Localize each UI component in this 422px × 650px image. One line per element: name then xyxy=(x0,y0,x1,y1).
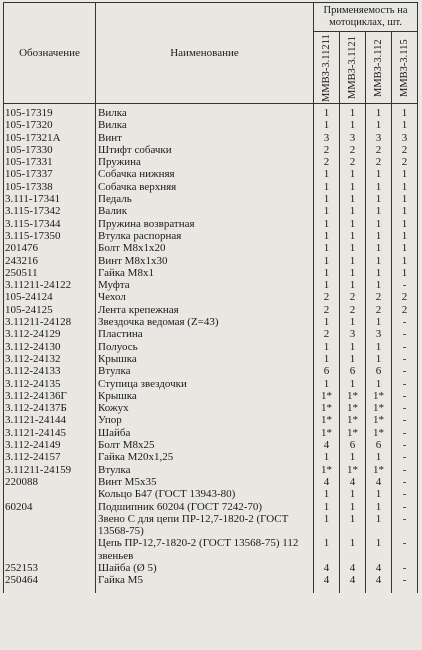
part-name: Педаль xyxy=(96,193,314,205)
qty-model-3: 1 xyxy=(366,255,392,267)
part-code: 3.112-24130 xyxy=(4,341,96,353)
part-name: Звено С для цепи ПР-12,7-1820-2 (ГОСТ 13568-75) xyxy=(96,513,314,538)
part-code: 3.115-17350 xyxy=(4,230,96,242)
table-row xyxy=(4,476,418,488)
qty-model-4: - xyxy=(392,513,418,538)
qty-model-2: 6 xyxy=(340,439,366,451)
part-code: 252153 xyxy=(4,562,96,574)
qty-model-2: 1 xyxy=(340,242,366,254)
table-row xyxy=(4,156,418,168)
qty-model-3: 2 xyxy=(366,291,392,303)
table-row xyxy=(4,402,418,414)
part-name: Кольцо Б47 (ГОСТ 13943-80) xyxy=(96,488,314,500)
qty-model-1: 1 xyxy=(314,242,340,254)
part-name: Пружина xyxy=(96,156,314,168)
qty-model-3: 1 xyxy=(366,513,392,538)
qty-model-2: 1* xyxy=(340,464,366,476)
qty-model-2: 1 xyxy=(340,104,366,120)
part-name: Гайка М5 xyxy=(96,574,314,592)
qty-model-2: 1 xyxy=(340,255,366,267)
qty-model-3: 1 xyxy=(366,218,392,230)
header-applicability: Применяемость на мотоциклах, шт. xyxy=(314,3,418,32)
header-model-4: ММВЗ-3.115 xyxy=(392,32,418,104)
part-name: Втулка xyxy=(96,464,314,476)
qty-model-2: 1 xyxy=(340,279,366,291)
qty-model-4: 3 xyxy=(392,132,418,144)
qty-model-2: 4 xyxy=(340,476,366,488)
qty-model-4: - xyxy=(392,574,418,592)
qty-model-2: 1 xyxy=(340,230,366,242)
part-name: Крышка xyxy=(96,353,314,365)
qty-model-1: 6 xyxy=(314,365,340,377)
qty-model-1: 2 xyxy=(314,304,340,316)
part-name: Цепь ПР-12,7-1820-2 (ГОСТ 13568-75) 112 звеньев xyxy=(96,537,314,562)
part-code: 105-17330 xyxy=(4,144,96,156)
header-code: Обозначение xyxy=(4,3,96,104)
part-code xyxy=(4,513,96,538)
qty-model-2: 2 xyxy=(340,156,366,168)
qty-model-3: 1 xyxy=(366,168,392,180)
qty-model-4: - xyxy=(392,390,418,402)
qty-model-4: 1 xyxy=(392,242,418,254)
part-code: 250511 xyxy=(4,267,96,279)
qty-model-2: 1* xyxy=(340,414,366,426)
qty-model-1: 1 xyxy=(314,193,340,205)
qty-model-4: 1 xyxy=(392,168,418,180)
qty-model-2: 1 xyxy=(340,193,366,205)
qty-model-1: 1 xyxy=(314,119,340,131)
table-row xyxy=(4,104,418,120)
part-name: Собачка нижняя xyxy=(96,168,314,180)
table-row xyxy=(4,562,418,574)
qty-model-3: 1 xyxy=(366,451,392,463)
part-name: Кожух xyxy=(96,402,314,414)
qty-model-1: 1* xyxy=(314,414,340,426)
table-row xyxy=(4,427,418,439)
part-name: Гайка М20х1,25 xyxy=(96,451,314,463)
table-row xyxy=(4,119,418,131)
qty-model-4: - xyxy=(392,328,418,340)
qty-model-2: 1 xyxy=(340,119,366,131)
qty-model-2: 1* xyxy=(340,402,366,414)
qty-model-2: 2 xyxy=(340,291,366,303)
qty-model-4: - xyxy=(392,439,418,451)
qty-model-1: 1 xyxy=(314,279,340,291)
qty-model-4: - xyxy=(392,488,418,500)
table-row xyxy=(4,439,418,451)
qty-model-1: 1* xyxy=(314,464,340,476)
table-row xyxy=(4,328,418,340)
table-row xyxy=(4,451,418,463)
qty-model-1: 1 xyxy=(314,316,340,328)
part-name: Шайба (Ø 5) xyxy=(96,562,314,574)
qty-model-3: 2 xyxy=(366,304,392,316)
qty-model-4: - xyxy=(392,476,418,488)
part-code: 3.112-24132 xyxy=(4,353,96,365)
qty-model-1: 1 xyxy=(314,341,340,353)
part-name: Муфта xyxy=(96,279,314,291)
table-row xyxy=(4,537,418,562)
part-code: 105-17319 xyxy=(4,104,96,120)
header-name: Наименование xyxy=(96,3,314,104)
part-name: Звездочка ведомая (Z=43) xyxy=(96,316,314,328)
part-code: 3.112-24129 xyxy=(4,328,96,340)
table-row xyxy=(4,144,418,156)
qty-model-3: 6 xyxy=(366,365,392,377)
part-code: 105-17337 xyxy=(4,168,96,180)
qty-model-3: 1 xyxy=(366,501,392,513)
part-name: Винт М8х1х30 xyxy=(96,255,314,267)
qty-model-1: 1 xyxy=(314,513,340,538)
part-code: 3.1121-24145 xyxy=(4,427,96,439)
table-row xyxy=(4,304,418,316)
part-code xyxy=(4,537,96,562)
qty-model-4: - xyxy=(392,316,418,328)
qty-model-3: 1* xyxy=(366,390,392,402)
qty-model-3: 3 xyxy=(366,132,392,144)
table-row xyxy=(4,132,418,144)
qty-model-4: - xyxy=(392,402,418,414)
part-name: Втулка xyxy=(96,365,314,377)
qty-model-1: 4 xyxy=(314,439,340,451)
qty-model-3: 4 xyxy=(366,476,392,488)
part-name: Собачка верхняя xyxy=(96,181,314,193)
qty-model-3: 1 xyxy=(366,205,392,217)
table-row xyxy=(4,574,418,592)
qty-model-2: 3 xyxy=(340,132,366,144)
part-code: 3.11211-24122 xyxy=(4,279,96,291)
part-code: 3.111-17341 xyxy=(4,193,96,205)
part-name: Вилка xyxy=(96,119,314,131)
part-name: Пластина xyxy=(96,328,314,340)
qty-model-1: 1* xyxy=(314,390,340,402)
table-row xyxy=(4,316,418,328)
part-code: 220088 xyxy=(4,476,96,488)
part-code: 3.112-24136Г xyxy=(4,390,96,402)
qty-model-3: 4 xyxy=(366,562,392,574)
qty-model-3: 2 xyxy=(366,144,392,156)
qty-model-3: 1 xyxy=(366,279,392,291)
qty-model-3: 6 xyxy=(366,439,392,451)
qty-model-2: 1* xyxy=(340,427,366,439)
qty-model-2: 1 xyxy=(340,488,366,500)
header-model-3: ММВЗ-3.112 xyxy=(366,32,392,104)
table-row xyxy=(4,341,418,353)
qty-model-2: 4 xyxy=(340,574,366,592)
qty-model-4: 2 xyxy=(392,144,418,156)
qty-model-3: 1 xyxy=(366,242,392,254)
table-row xyxy=(4,414,418,426)
qty-model-3: 4 xyxy=(366,574,392,592)
qty-model-4: 2 xyxy=(392,291,418,303)
qty-model-4: - xyxy=(392,451,418,463)
qty-model-4: 1 xyxy=(392,119,418,131)
qty-model-1: 3 xyxy=(314,132,340,144)
part-name: Болт М8х25 xyxy=(96,439,314,451)
qty-model-4: 1 xyxy=(392,255,418,267)
part-code: 3.11211-24159 xyxy=(4,464,96,476)
table-row xyxy=(4,464,418,476)
qty-model-2: 2 xyxy=(340,304,366,316)
part-code: 3.112-24135 xyxy=(4,378,96,390)
table-row xyxy=(4,353,418,365)
qty-model-4: - xyxy=(392,464,418,476)
qty-model-2: 1 xyxy=(340,537,366,562)
qty-model-1: 1 xyxy=(314,205,340,217)
qty-model-4: - xyxy=(392,414,418,426)
qty-model-3: 1* xyxy=(366,427,392,439)
qty-model-1: 1* xyxy=(314,427,340,439)
qty-model-2: 4 xyxy=(340,562,366,574)
qty-model-4: - xyxy=(392,378,418,390)
qty-model-2: 3 xyxy=(340,328,366,340)
qty-model-1: 2 xyxy=(314,291,340,303)
qty-model-2: 1 xyxy=(340,316,366,328)
qty-model-2: 1 xyxy=(340,267,366,279)
part-code: 3.112-24137Б xyxy=(4,402,96,414)
qty-model-1: 1 xyxy=(314,451,340,463)
part-code: 105-17331 xyxy=(4,156,96,168)
part-code: 105-17338 xyxy=(4,181,96,193)
qty-model-1: 1 xyxy=(314,267,340,279)
qty-model-2: 1 xyxy=(340,513,366,538)
part-name: Болт М8х1х20 xyxy=(96,242,314,254)
part-name: Вилка xyxy=(96,104,314,120)
qty-model-1: 4 xyxy=(314,574,340,592)
part-code: 105-17320 xyxy=(4,119,96,131)
qty-model-4: 1 xyxy=(392,218,418,230)
qty-model-2: 1 xyxy=(340,501,366,513)
table-row xyxy=(4,378,418,390)
part-code: 105-17321А xyxy=(4,132,96,144)
qty-model-3: 2 xyxy=(366,156,392,168)
table-row xyxy=(4,390,418,402)
qty-model-3: 1 xyxy=(366,119,392,131)
parts-table xyxy=(3,2,418,593)
qty-model-4: - xyxy=(392,279,418,291)
part-name: Полуось xyxy=(96,341,314,353)
table-body xyxy=(4,104,418,593)
qty-model-4: - xyxy=(392,427,418,439)
qty-model-2: 1 xyxy=(340,451,366,463)
qty-model-1: 1 xyxy=(314,537,340,562)
table-row xyxy=(4,501,418,513)
part-code xyxy=(4,488,96,500)
qty-model-3: 1* xyxy=(366,414,392,426)
table-row xyxy=(4,255,418,267)
header-model-1: ММВЗ-3.11211 xyxy=(314,32,340,104)
qty-model-4: - xyxy=(392,365,418,377)
part-name: Подшипник 60204 (ГОСТ 7242-70) xyxy=(96,501,314,513)
header-model-2: ММВЗ-3.1121 xyxy=(340,32,366,104)
part-code: 3.11211-24128 xyxy=(4,316,96,328)
part-code: 3.115-17342 xyxy=(4,205,96,217)
qty-model-2: 1 xyxy=(340,205,366,217)
qty-model-2: 1 xyxy=(340,353,366,365)
qty-model-1: 1 xyxy=(314,181,340,193)
qty-model-4: 1 xyxy=(392,181,418,193)
qty-model-1: 2 xyxy=(314,144,340,156)
table-row xyxy=(4,267,418,279)
table-row xyxy=(4,218,418,230)
part-name: Штифт собачки xyxy=(96,144,314,156)
qty-model-4: - xyxy=(392,537,418,562)
qty-model-4: - xyxy=(392,353,418,365)
part-name: Ступица звездочки xyxy=(96,378,314,390)
part-code: 3.115-17344 xyxy=(4,218,96,230)
part-code: 105-24125 xyxy=(4,304,96,316)
qty-model-1: 1 xyxy=(314,218,340,230)
table-row xyxy=(4,488,418,500)
part-code: 250464 xyxy=(4,574,96,592)
qty-model-1: 1 xyxy=(314,378,340,390)
part-name: Крышка xyxy=(96,390,314,402)
table-row xyxy=(4,205,418,217)
table-row xyxy=(4,181,418,193)
part-name: Втулка распорная xyxy=(96,230,314,242)
qty-model-1: 4 xyxy=(314,562,340,574)
qty-model-4: 1 xyxy=(392,193,418,205)
part-name: Гайка М8х1 xyxy=(96,267,314,279)
table-row xyxy=(4,291,418,303)
qty-model-2: 2 xyxy=(340,144,366,156)
qty-model-3: 1 xyxy=(366,267,392,279)
qty-model-4: - xyxy=(392,501,418,513)
table-row xyxy=(4,242,418,254)
qty-model-1: 1 xyxy=(314,230,340,242)
qty-model-3: 1 xyxy=(366,341,392,353)
part-name: Валик xyxy=(96,205,314,217)
qty-model-3: 1* xyxy=(366,402,392,414)
part-code: 3.112-24133 xyxy=(4,365,96,377)
part-code: 3.112-24149 xyxy=(4,439,96,451)
qty-model-4: 1 xyxy=(392,205,418,217)
qty-model-1: 1* xyxy=(314,402,340,414)
part-name: Винт xyxy=(96,132,314,144)
part-code: 243216 xyxy=(4,255,96,267)
part-code: 105-24124 xyxy=(4,291,96,303)
qty-model-4: 2 xyxy=(392,304,418,316)
part-code: 60204 xyxy=(4,501,96,513)
qty-model-3: 1 xyxy=(366,537,392,562)
qty-model-1: 1 xyxy=(314,104,340,120)
qty-model-4: 1 xyxy=(392,104,418,120)
part-name: Лента крепежная xyxy=(96,304,314,316)
qty-model-3: 1* xyxy=(366,464,392,476)
qty-model-1: 1 xyxy=(314,353,340,365)
qty-model-4: 1 xyxy=(392,230,418,242)
part-name: Пружина возвратная xyxy=(96,218,314,230)
qty-model-2: 6 xyxy=(340,365,366,377)
part-name: Винт М5х35 xyxy=(96,476,314,488)
qty-model-3: 1 xyxy=(366,230,392,242)
qty-model-1: 1 xyxy=(314,501,340,513)
qty-model-1: 1 xyxy=(314,488,340,500)
qty-model-3: 1 xyxy=(366,378,392,390)
qty-model-1: 2 xyxy=(314,156,340,168)
part-name: Шайба xyxy=(96,427,314,439)
part-code: 3.112-24157 xyxy=(4,451,96,463)
table-row xyxy=(4,230,418,242)
table-row xyxy=(4,193,418,205)
part-code: 201476 xyxy=(4,242,96,254)
qty-model-3: 1 xyxy=(366,353,392,365)
qty-model-1: 2 xyxy=(314,328,340,340)
qty-model-2: 1 xyxy=(340,218,366,230)
qty-model-3: 1 xyxy=(366,181,392,193)
qty-model-3: 1 xyxy=(366,316,392,328)
table-row xyxy=(4,168,418,180)
qty-model-1: 4 xyxy=(314,476,340,488)
qty-model-2: 1 xyxy=(340,168,366,180)
part-code: 3.1121-24144 xyxy=(4,414,96,426)
qty-model-2: 1* xyxy=(340,390,366,402)
qty-model-2: 1 xyxy=(340,181,366,193)
table-row xyxy=(4,279,418,291)
part-name: Чехол xyxy=(96,291,314,303)
qty-model-2: 1 xyxy=(340,341,366,353)
qty-model-4: - xyxy=(392,562,418,574)
table-row xyxy=(4,513,418,538)
qty-model-1: 1 xyxy=(314,168,340,180)
qty-model-2: 1 xyxy=(340,378,366,390)
qty-model-3: 3 xyxy=(366,328,392,340)
part-name: Упор xyxy=(96,414,314,426)
qty-model-4: - xyxy=(392,341,418,353)
qty-model-3: 1 xyxy=(366,193,392,205)
qty-model-1: 1 xyxy=(314,255,340,267)
qty-model-3: 1 xyxy=(366,488,392,500)
table-row xyxy=(4,365,418,377)
qty-model-3: 1 xyxy=(366,104,392,120)
qty-model-4: 2 xyxy=(392,156,418,168)
qty-model-4: 1 xyxy=(392,267,418,279)
